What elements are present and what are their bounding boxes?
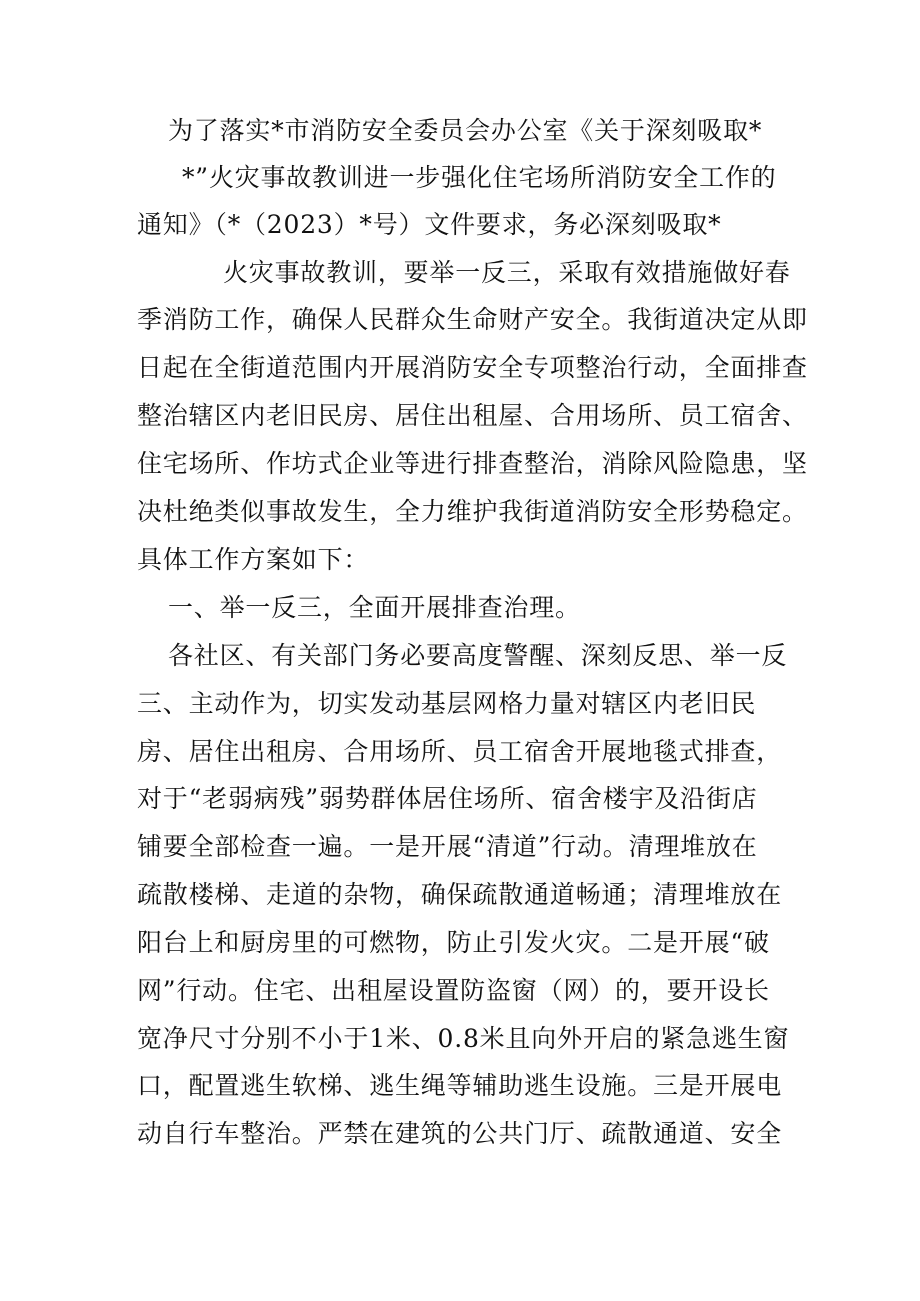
- paragraph-line: 对于“老弱病残”弱势群体居住场所、宿舍楼宇及沿街店: [137, 784, 758, 813]
- paragraph-line: 网”行动。住宅、出租屋设置防盗窗（网）的，要开设长: [137, 976, 770, 1005]
- paragraph-line: 各社区、有关部门务必要高度警醒、深刻反思、举一反: [168, 641, 788, 670]
- paragraph-line: 季消防工作，确保人民群众生命财产安全。我街道决定从即: [137, 305, 808, 334]
- paragraph-line: 宽净尺寸分别不小于1米、0.8米且向外开启的紧急逃生窗: [137, 1024, 790, 1053]
- paragraph-line: 整治辖区内老旧民房、居住出租屋、合用场所、员工宿舍、: [137, 401, 808, 430]
- paragraph-line: 通知》（*（2023）*号）文件要求，务必深刻吸取*: [137, 210, 722, 239]
- paragraph-line: 铺要全部检查一遍。一是开展“清道”行动。清理堆放在: [137, 832, 758, 861]
- paragraph-line: 疏散楼梯、走道的杂物，确保疏散通道畅通；清理堆放在: [137, 880, 783, 909]
- paragraph-line: *”火灾事故教训进一步强化住宅场所消防安全工作的: [182, 163, 777, 192]
- paragraph-line: 日起在全街道范围内开展消防安全专项整治行动，全面排查: [137, 353, 808, 382]
- paragraph-line: 具体工作方案如下：: [137, 545, 370, 574]
- paragraph-line: 动自行车整治。严禁在建筑的公共门厅、疏散通道、安全: [137, 1119, 783, 1148]
- paragraph-line: 房、居住出租房、合用场所、员工宿舍开展地毯式排查，: [137, 737, 783, 766]
- paragraph-line: 三、主动作为，切实发动基层网格力量对辖区内老旧民: [137, 689, 757, 718]
- paragraph-line: 决杜绝类似事故发生，全力维护我街道消防安全形势稳定。: [137, 497, 808, 526]
- paragraph-line: 口，配置逃生软梯、逃生绳等辅助逃生设施。三是开展电: [137, 1071, 783, 1100]
- paragraph-line: 火灾事故教训，要举一反三，采取有效措施做好春: [223, 258, 791, 287]
- paragraph-line: 为了落实*市消防安全委员会办公室《关于深刻吸取*: [168, 116, 763, 145]
- paragraph-line: 住宅场所、作坊式企业等进行排查整治，消除风险隐患，坚: [137, 449, 808, 478]
- paragraph-line: 阳台上和厨房里的可燃物，防止引发火灾。二是开展“破: [137, 928, 770, 957]
- section-heading: 一、举一反三，全面开展排查治理。: [168, 593, 581, 622]
